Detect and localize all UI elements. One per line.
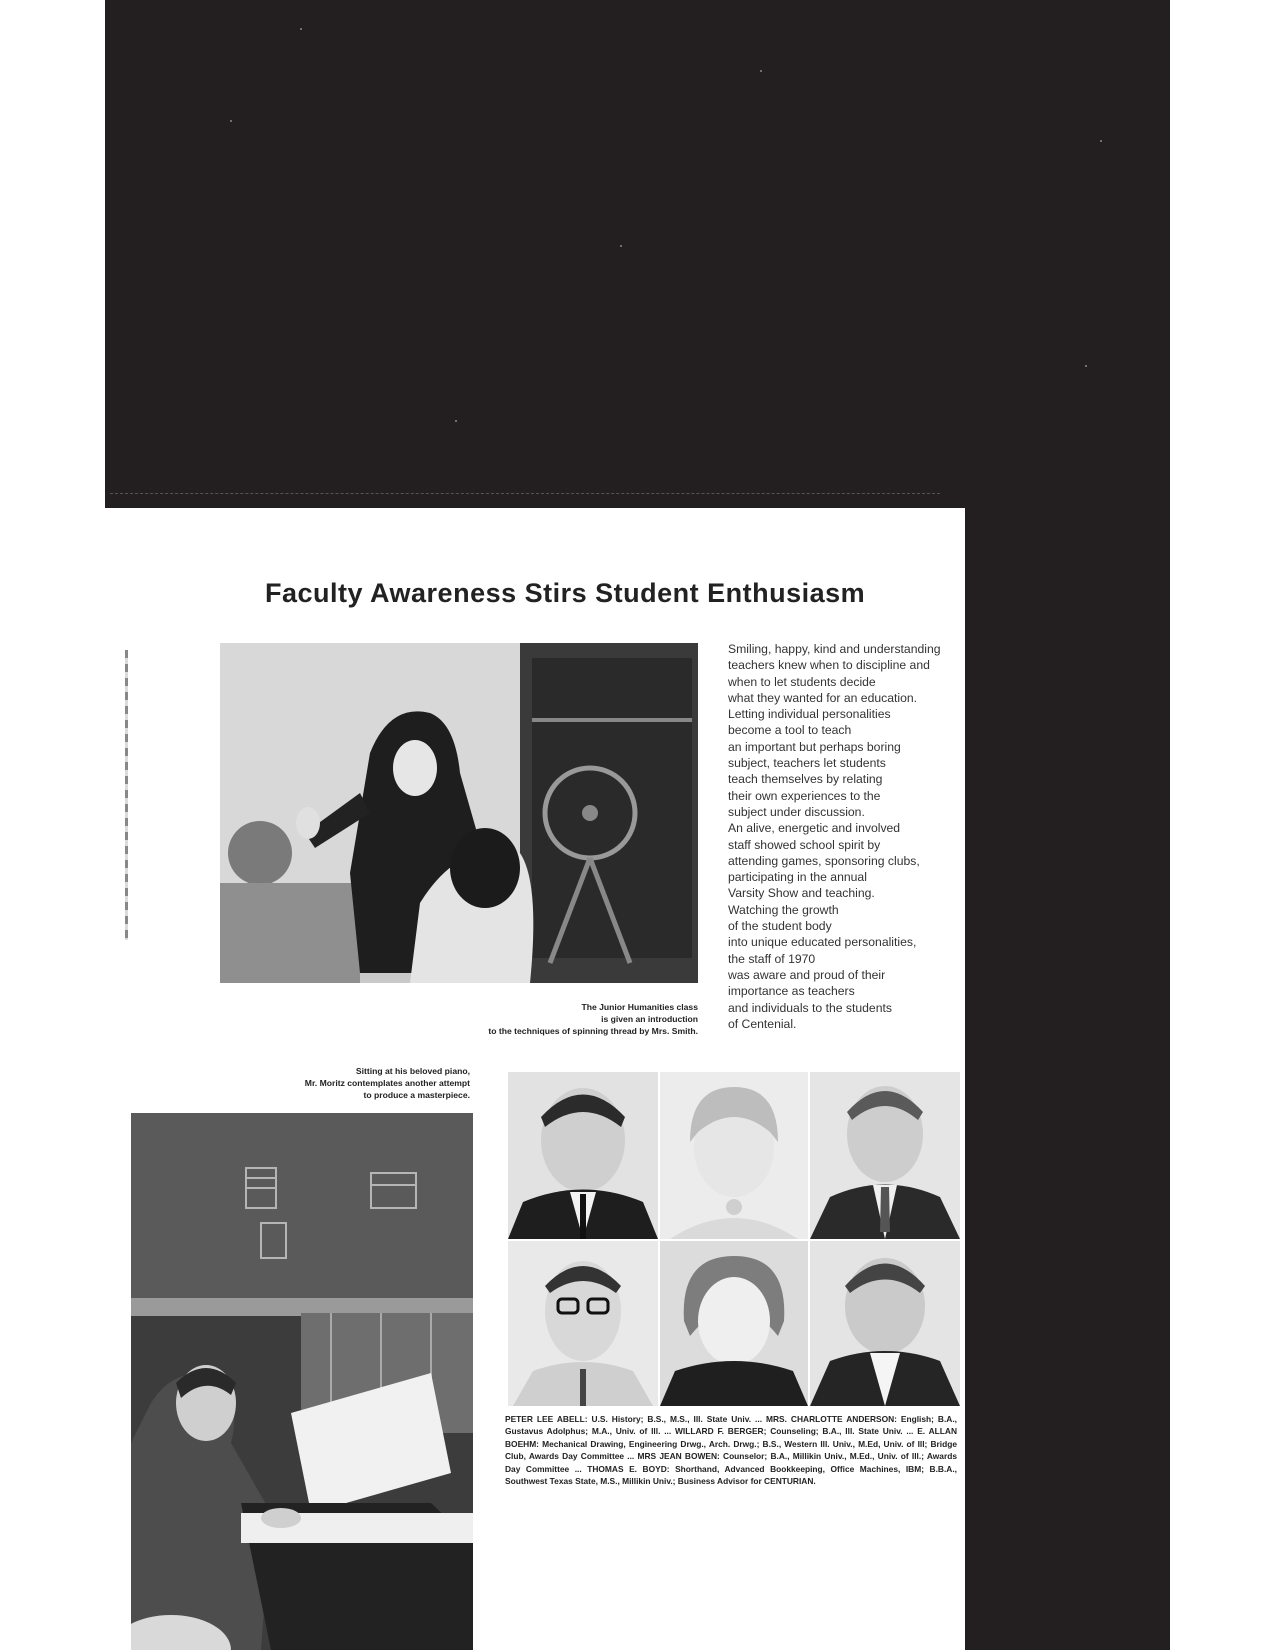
faculty-portrait bbox=[810, 1072, 960, 1239]
page-binding bbox=[125, 650, 128, 940]
body-line: Smiling, happy, kind and understanding bbox=[728, 642, 941, 656]
body-line: of Centenial. bbox=[728, 1016, 797, 1031]
page-title: Faculty Awareness Stirs Student Enthusiasm bbox=[265, 578, 866, 608]
body-line: An alive, energetic and involved bbox=[728, 821, 901, 836]
body-line: into unique educated personalities, bbox=[728, 935, 917, 950]
faculty-portrait bbox=[660, 1072, 808, 1239]
piano-teacher-photo bbox=[131, 1113, 473, 1650]
faculty-portrait bbox=[810, 1241, 960, 1406]
body-line: Varsity Show and teaching. bbox=[728, 886, 875, 901]
body-line: Watching the growth bbox=[728, 902, 839, 917]
faculty-portrait bbox=[508, 1072, 658, 1239]
faculty-portrait bbox=[660, 1241, 808, 1406]
body-line: importance as teachers bbox=[728, 984, 855, 999]
body-line: was aware and proud of their bbox=[728, 967, 886, 982]
body-line: their own experiences to the bbox=[728, 788, 881, 803]
dust-speck bbox=[760, 70, 762, 72]
dust-speck bbox=[620, 245, 622, 247]
body-line: subject, teachers let students bbox=[728, 756, 886, 771]
dust-speck bbox=[230, 120, 232, 122]
article-body bbox=[728, 641, 973, 1032]
humanities-caption: The Junior Humanities class is given an introduction to the techniques of spinning thread by Mrs. Smith. bbox=[488, 1002, 698, 1036]
body-line: and individuals to the students bbox=[728, 1000, 892, 1015]
dust-speck bbox=[1100, 140, 1102, 142]
body-line: subject under discussion. bbox=[728, 804, 865, 819]
body-line: teachers knew when to discipline and bbox=[728, 658, 930, 673]
body-line: participating in the annual bbox=[728, 870, 867, 885]
humanities-class-photo bbox=[220, 643, 698, 983]
body-line: what they wanted for an education. bbox=[728, 690, 918, 705]
piano-caption: Sitting at his beloved piano, Mr. Moritz contemplates another attempt to produce a masterpiece. bbox=[304, 1066, 470, 1100]
body-line: the staff of 1970 bbox=[728, 951, 816, 966]
dust-speck bbox=[300, 28, 302, 30]
faculty-listing: PETER LEE ABELL: U.S. History; B.S., M.S., Ill. State Univ. ... MRS. CHARLOTTE ANDERSON: English; B.A., Gustavus Adolphus; M.A., Univ. of Ill. ... WILLARD F. BERGER; Counseling; B.A., Ill. State Univ. ... E. ALLAN BOEHM: Mechanical Drawing, Engineering Drwg., Arch. Drwg.; B.S., Western Ill. Univ., M.Ed, Univ. of Ill; Bridge Club, Awards Day Committee ... MRS JEAN BOWEN: Counselor; B.A., Millikin Univ., M.Ed., Univ. of Ill.; Awards Day Committee ... THOMAS E. BOYD: Shorthand, Advanced Bookkeeping, Office Machines, IBM; B.B.A., Southwest Texas State, M.S., Millikin Univ.; Business Advisor for CENTURIAN. bbox=[505, 1414, 957, 1487]
body-line: attending games, sponsoring clubs, bbox=[728, 853, 920, 868]
body-line: Letting individual personalities bbox=[728, 707, 891, 722]
body-line: of the student body bbox=[728, 919, 832, 934]
faculty-portrait bbox=[508, 1241, 658, 1406]
body-line: become a tool to teach bbox=[728, 723, 852, 738]
body-line: when to let students decide bbox=[728, 674, 876, 689]
body-line: teach themselves by relating bbox=[728, 772, 883, 787]
dust-speck bbox=[455, 420, 457, 422]
body-line: an important but perhaps boring bbox=[728, 739, 901, 754]
page-edge bbox=[110, 493, 940, 498]
body-line: staff showed school spirit by bbox=[728, 837, 881, 852]
dust-speck bbox=[1085, 365, 1087, 367]
